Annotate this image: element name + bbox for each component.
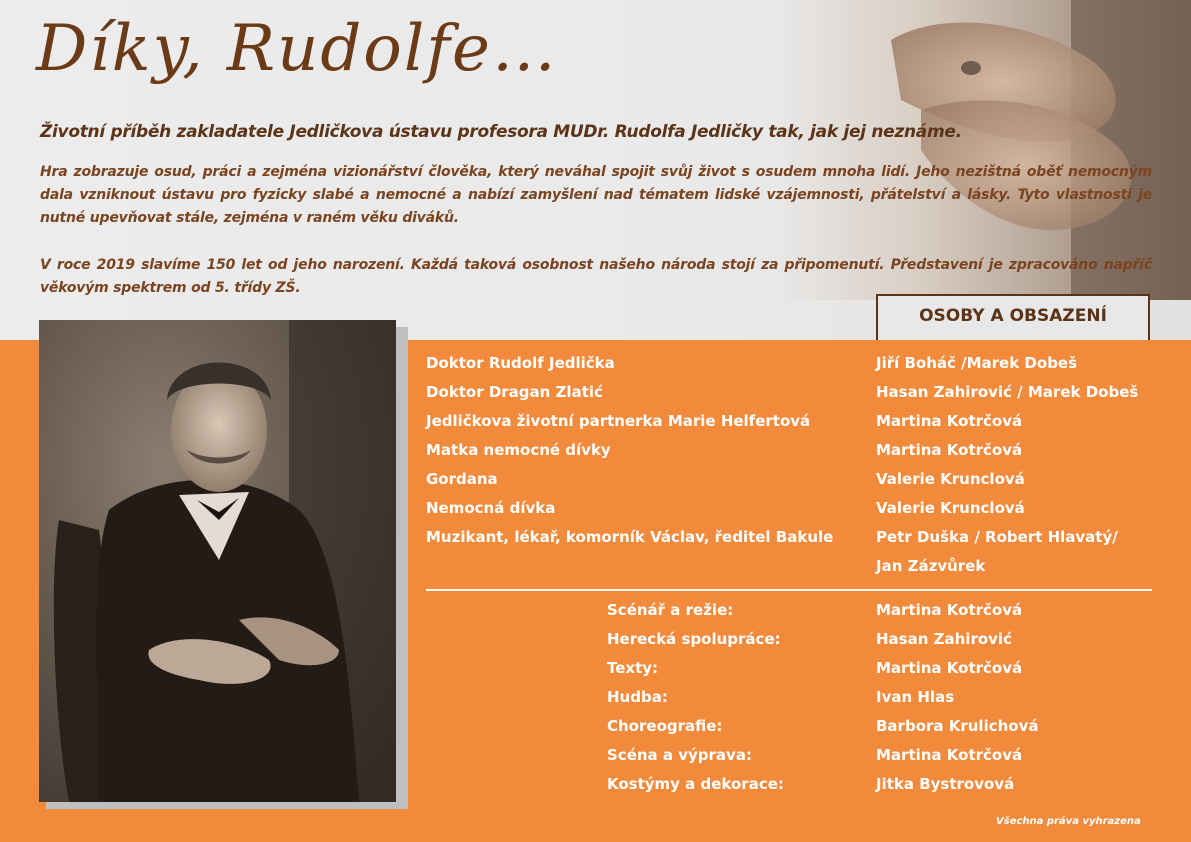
subtitle: Životní příběh zakladatele Jedličkova ústavu profesora MUDr. Rudolfa Jedličky tak, jak jej neznáme. [40, 122, 962, 142]
divider [426, 589, 1152, 591]
cast-role: Doktor Rudolf Jedlička [426, 354, 615, 372]
cast-row [426, 383, 1166, 412]
cast-row [426, 470, 1166, 499]
crew-row [607, 717, 1167, 746]
cast-actor: Hasan Zahirović / Marek Dobeš [876, 383, 1139, 401]
cast-actor: Petr Duška / Robert Hlavatý/ [876, 528, 1118, 546]
cast-row [426, 557, 1166, 586]
crew-role: Kostýmy a dekorace: [607, 775, 784, 793]
cast-actor: Jan Zázvůrek [876, 557, 986, 575]
crew-role: Hudba: [607, 688, 668, 706]
intro-paragraph-2: V roce 2019 slavíme 150 let od jeho narození. Každá taková osobnost našeho národa stojí za připomenutí. Představení je zpracováno napříč věkovým spektrem od 5. třídy ZŠ. [40, 257, 1152, 296]
crew-role: Choreografie: [607, 717, 723, 735]
cast-actor: Jiří Boháč /Marek Dobeš [876, 354, 1078, 372]
cast-heading: OSOBY A OBSAZENÍ [919, 306, 1107, 326]
cast-row [426, 354, 1166, 383]
crew-person: Hasan Zahirović [876, 630, 1012, 648]
rights-notice: Všechna práva vyhrazena [996, 816, 1141, 827]
portrait-photo [39, 320, 396, 802]
cast-list [426, 354, 1166, 586]
crew-row [607, 659, 1167, 688]
crew-row [607, 601, 1167, 630]
crew-row [607, 630, 1167, 659]
cast-actor: Valerie Krunclová [876, 470, 1025, 488]
crew-role: Scénář a režie: [607, 601, 734, 619]
crew-role: Texty: [607, 659, 659, 677]
cast-row [426, 441, 1166, 470]
crew-person: Martina Kotrčová [876, 746, 1023, 764]
cast-role: Muzikant, lékař, komorník Václav, ředitel Bakule [426, 528, 834, 546]
intro-paragraph-1: Hra zobrazuje osud, práci a zejména vizionářství člověka, který neváhal spojit svůj život s osudem mnoha lidí. Jeho nezištná oběť nemocným dala vzniknout ústavu pro fyzicky slabé a nemocné a nabízí zamyšlení nad tématem lidské vzájemnosti, přátelství a lásky. Tyto vlastnosti je nutné upevňovat stále, zejména v raném věku diváků. [40, 164, 1152, 226]
cast-actor: Martina Kotrčová [876, 441, 1023, 459]
cast-row [426, 412, 1166, 441]
cast-role: Jedličkova životní partnerka Marie Helfertová [426, 412, 811, 430]
crew-role: Scéna a výprava: [607, 746, 752, 764]
crew-person: Martina Kotrčová [876, 659, 1023, 677]
cast-row [426, 528, 1166, 557]
cast-role: Nemocná dívka [426, 499, 556, 517]
crew-row [607, 688, 1167, 717]
cast-actor: Martina Kotrčová [876, 412, 1023, 430]
cast-role: Doktor Dragan Zlatić [426, 383, 603, 401]
crew-row [607, 746, 1167, 775]
cast-row [426, 499, 1166, 528]
page-title: Díky, Rudolfe… [36, 12, 558, 86]
cast-heading-box [876, 294, 1150, 340]
cast-actor: Valerie Krunclová [876, 499, 1025, 517]
cast-role: Matka nemocné dívky [426, 441, 611, 459]
crew-person: Martina Kotrčová [876, 601, 1023, 619]
crew-role: Herecká spolupráce: [607, 630, 781, 648]
crew-person: Jitka Bystrovová [876, 775, 1015, 793]
crew-person: Barbora Krulichová [876, 717, 1039, 735]
crew-list [607, 601, 1167, 804]
cast-role: Gordana [426, 470, 498, 488]
crew-person: Ivan Hlas [876, 688, 955, 706]
crew-row [607, 775, 1167, 804]
